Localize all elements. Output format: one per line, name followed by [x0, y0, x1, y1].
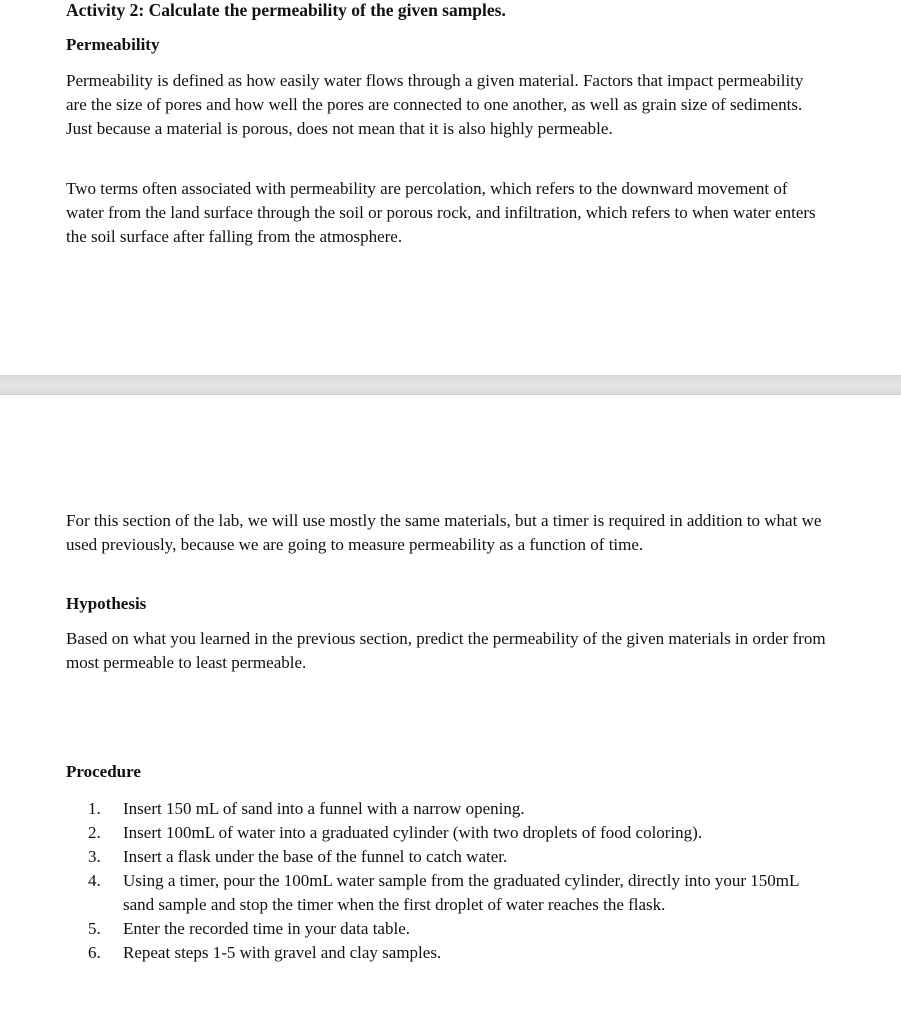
- section-heading-hypothesis: Hypothesis: [66, 594, 147, 613]
- activity-title: Activity 2: Calculate the permeability of the given samples.: [66, 0, 506, 20]
- step-number: 5.: [88, 919, 101, 938]
- step-text: Insert 150 mL of sand into a funnel with a narrow opening.: [123, 799, 525, 818]
- procedure-step: [88, 869, 808, 917]
- document-page-2: [0, 395, 901, 1024]
- paragraph-permeability-definition: Permeability is defined as how easily water flows through a given material. Factors that impact permeability are the size of pores and how well the pores are connected to one another, as well as grain size of sediments. Just because a material is porous, does not mean that it is also highly permeable.: [66, 71, 804, 138]
- step-number: 4.: [88, 871, 101, 890]
- procedure-step: [88, 845, 808, 869]
- procedure-step: [88, 821, 808, 845]
- paragraph-section-intro: For this section of the lab, we will use mostly the same materials, but a timer is required in addition to what we used previously, because we are going to measure permeability as a function of time.: [66, 511, 822, 554]
- step-text: Insert 100mL of water into a graduated cylinder (with two droplets of food coloring).: [123, 823, 703, 842]
- paragraph-hypothesis-prompt: Based on what you learned in the previous section, predict the permeability of the given materials in order from most permeable to least permeable.: [66, 629, 826, 672]
- paragraph-percolation-infiltration: Two terms often associated with permeability are percolation, which refers to the downward movement of water from the land surface through the soil or porous rock, and infiltration, which refers to when water enters the soil surface after falling from the atmosphere.: [66, 179, 816, 246]
- step-text: Repeat steps 1-5 with gravel and clay samples.: [123, 943, 442, 962]
- step-number: 6.: [88, 943, 101, 962]
- step-text: Insert a flask under the base of the funnel to catch water.: [123, 847, 508, 866]
- document-page-1: [0, 0, 901, 375]
- procedure-step: [88, 797, 808, 821]
- section-heading-permeability: Permeability: [66, 35, 160, 54]
- section-heading-procedure: Procedure: [66, 762, 141, 781]
- procedure-list: [88, 797, 808, 965]
- step-number: 1.: [88, 799, 101, 818]
- step-text: Enter the recorded time in your data table.: [123, 919, 410, 938]
- step-text: Using a timer, pour the 100mL water sample from the graduated cylinder, directly into your 150mL sand sample and stop the timer when the first droplet of water reaches the flask.: [123, 871, 799, 914]
- step-number: 2.: [88, 823, 101, 842]
- procedure-step: [88, 917, 808, 941]
- page-break-divider: [0, 375, 901, 395]
- step-number: 3.: [88, 847, 101, 866]
- procedure-step: [88, 941, 808, 965]
